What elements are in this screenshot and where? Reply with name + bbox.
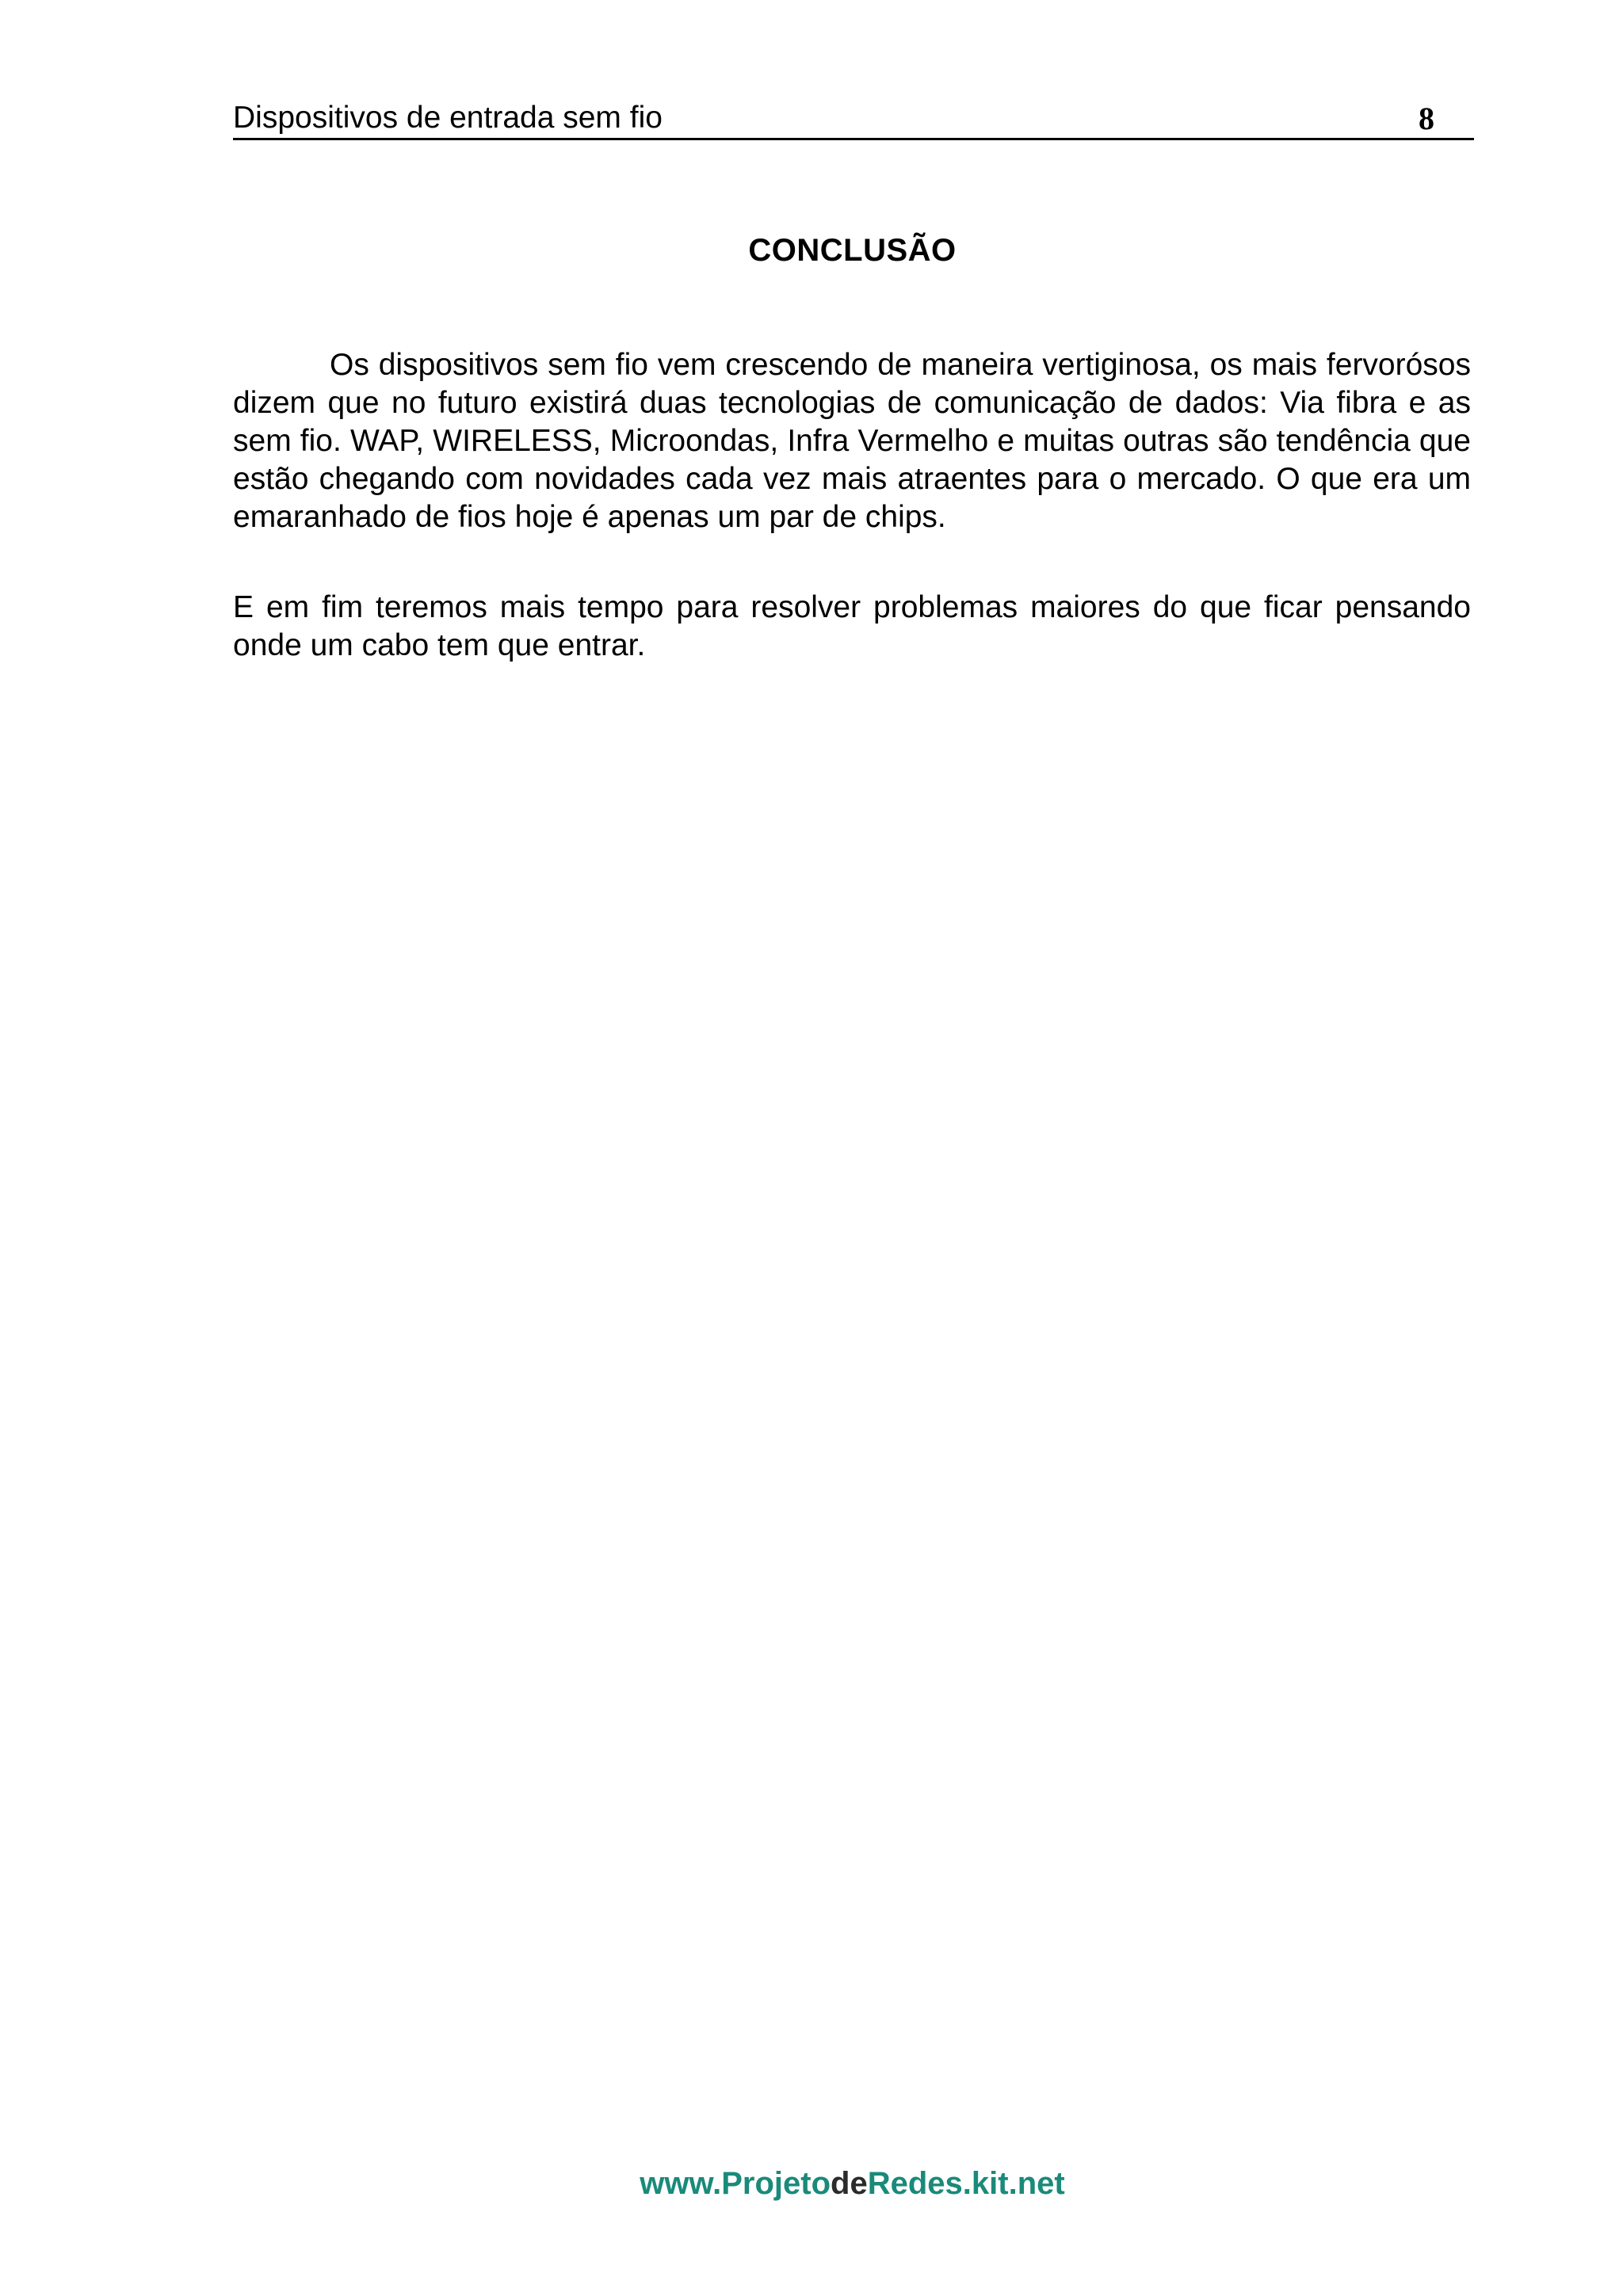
section-title: CONCLUSÃO — [748, 233, 957, 268]
header-title: Dispositivos de entrada sem fio — [233, 101, 663, 135]
footer-url-suffix: Redes.kit.net — [867, 2166, 1065, 2201]
page-number: 8 — [1419, 101, 1434, 136]
page-header — [233, 93, 1474, 140]
footer-url-prefix: www.Projeto — [640, 2166, 831, 2201]
body-paragraph: E em fim teremos mais tempo para resolver problemas maiores do que ficar pensando onde um cabo tem que entrar. — [233, 590, 1471, 662]
footer-url-middle: de — [831, 2166, 868, 2201]
footer-website-link[interactable] — [0, 2168, 1623, 2199]
body-paragraph: Os dispositivos sem fio vem crescendo de maneira vertiginosa, os mais fervorósos dizem que no futuro existirá duas tecnologias de comunicação de dados: Via fibra e as sem fio. WAP, WIRELESS, Microondas, Infra Vermelho e muitas outras são tendência que estão chegando com novidades cada vez mais atraentes para o mercado. O que era um emaranhado de fios hoje é apenas um par de chips. — [233, 348, 1471, 534]
